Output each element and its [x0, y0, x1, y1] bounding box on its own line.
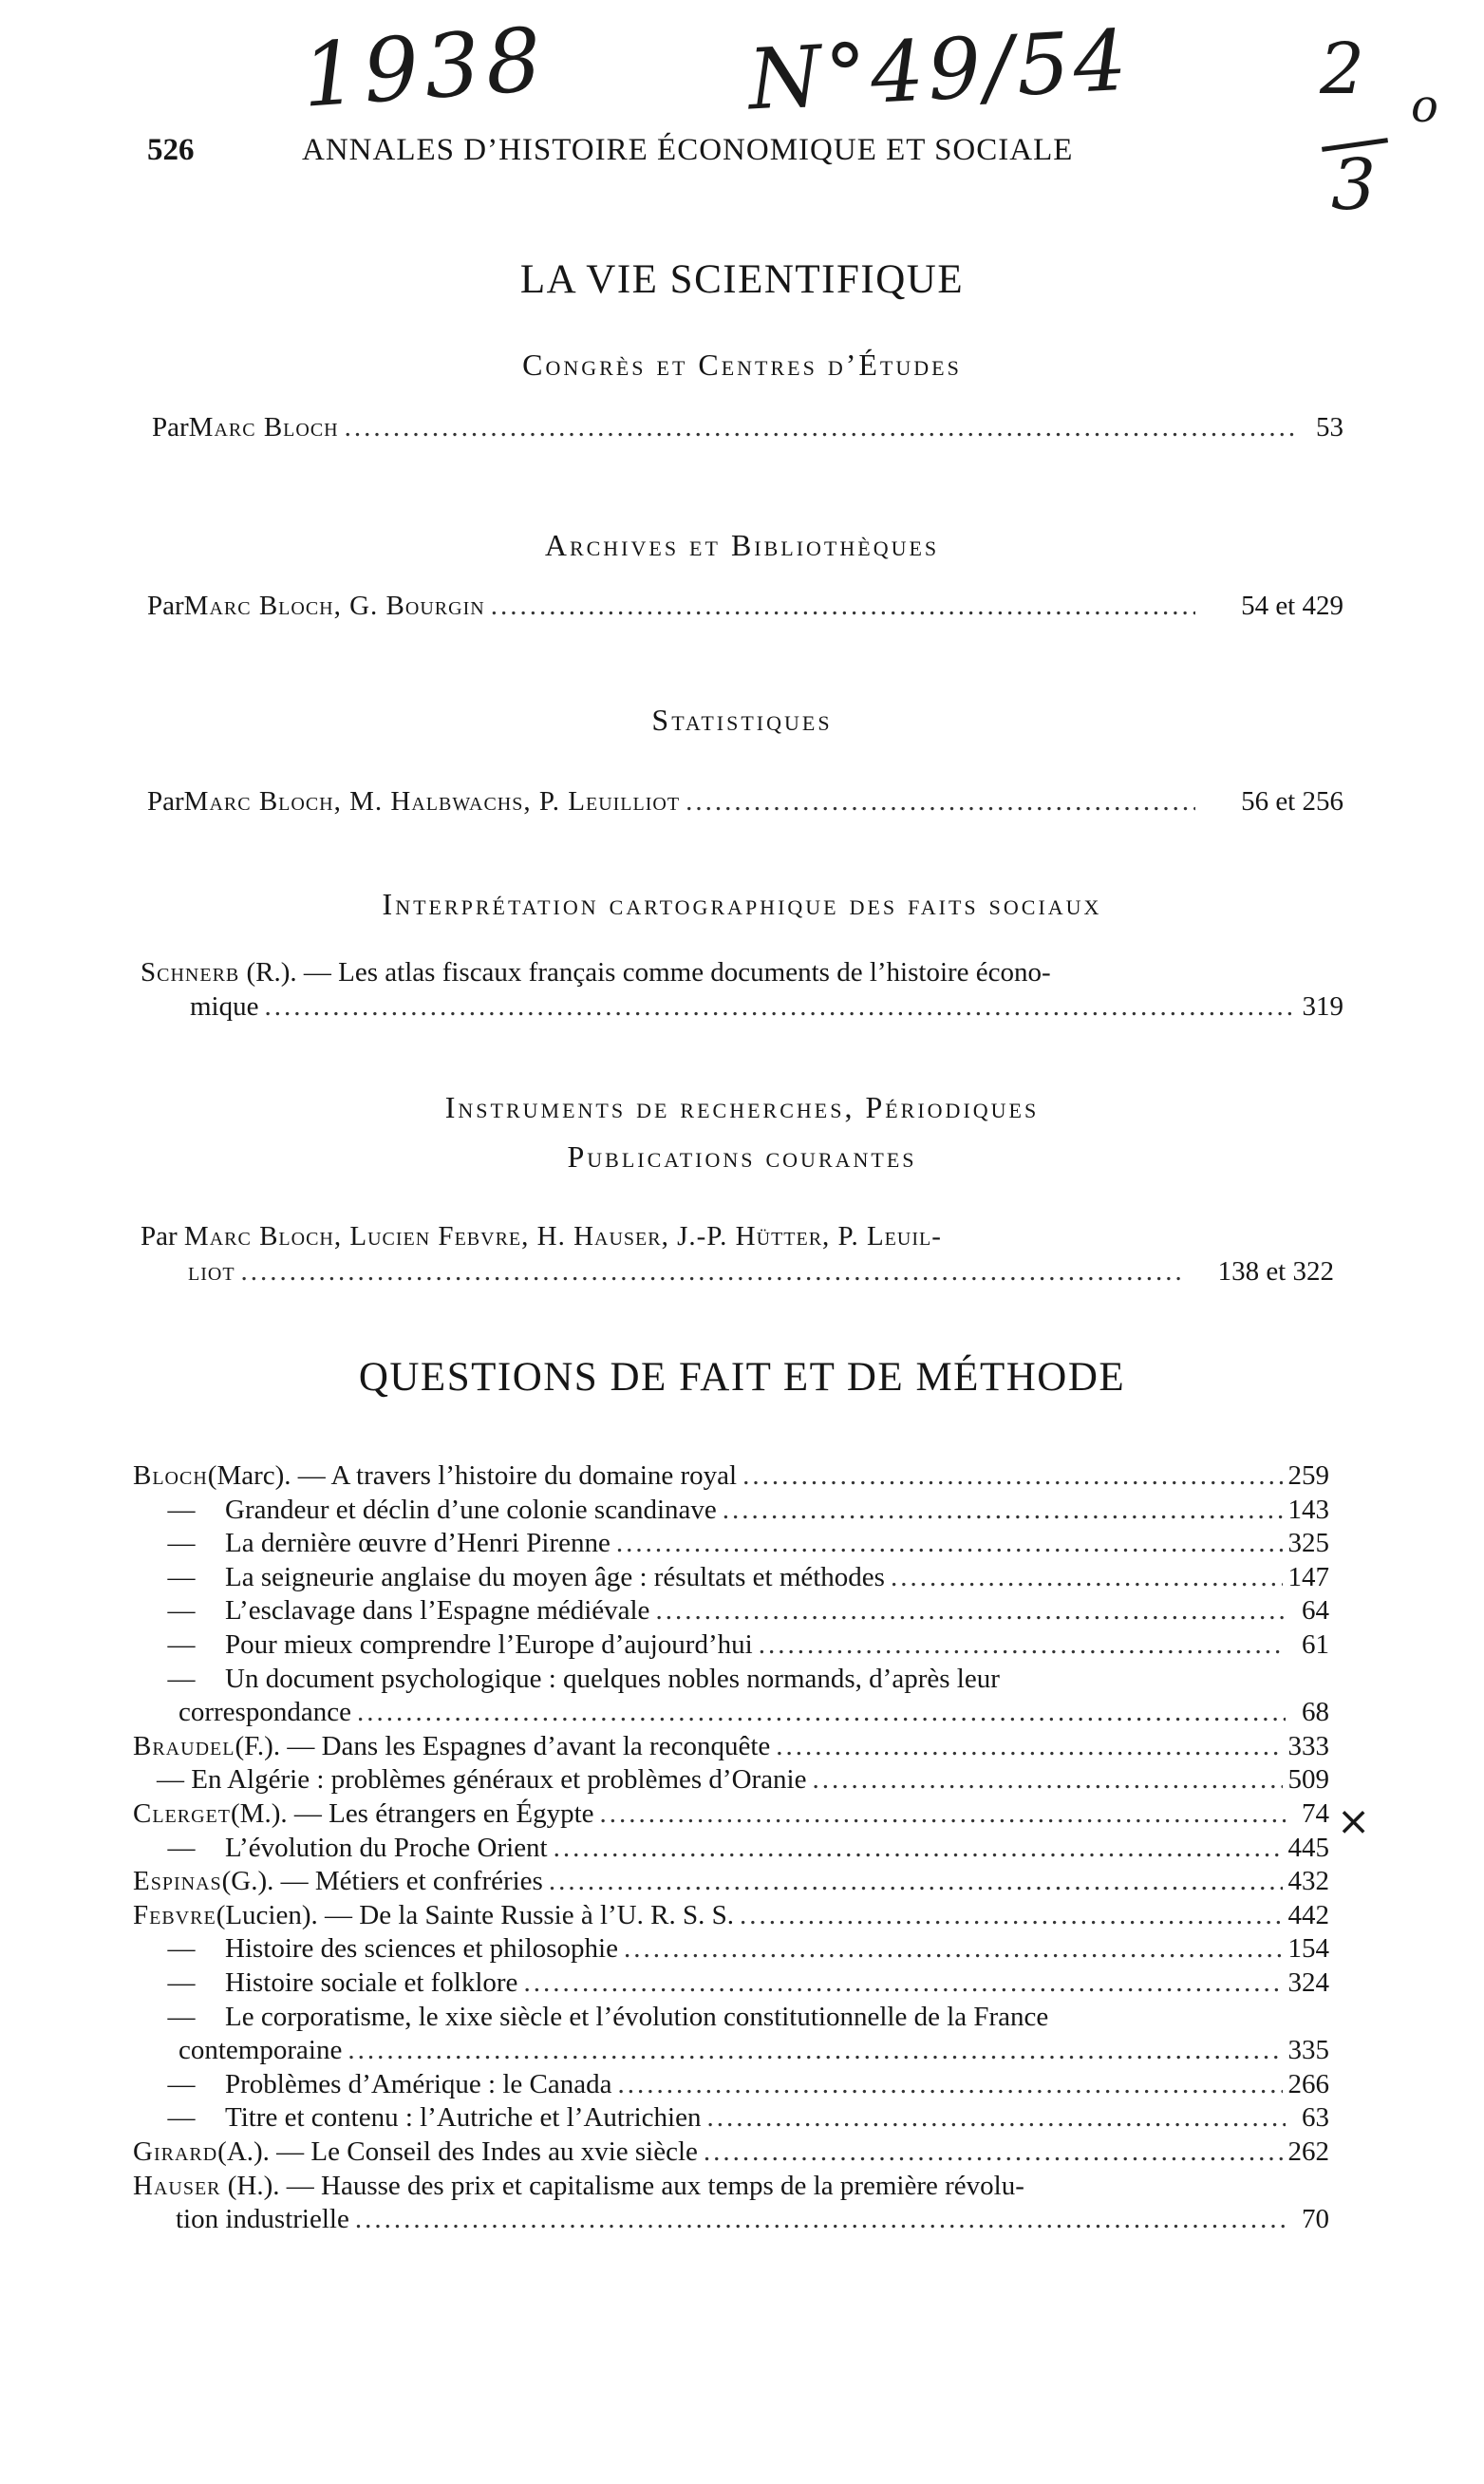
questions-entry	[133, 2170, 1024, 2201]
questions-entry	[157, 1935, 1329, 1963]
subheading-instruments-1: Instruments de recherches, Périodiques	[444, 1090, 1040, 1124]
dot-leader	[348, 2037, 1282, 2064]
subheading-instruments-2: Publications courantes	[567, 1139, 917, 1174]
ditto-dash: —	[167, 1629, 196, 1660]
page-ref: 262	[1287, 2136, 1329, 2167]
page-ref: 333	[1287, 1730, 1329, 1761]
dot-leader	[742, 1462, 1282, 1490]
entry-continuation: contemporaine	[178, 2035, 343, 2066]
entry-title: Un document psychologique : quelques nobles normands, d’après leur	[225, 1663, 1000, 1694]
entry-prefix: Par	[141, 1221, 184, 1251]
page-number: 526	[147, 133, 195, 167]
questions-entry-continuation	[178, 1699, 1329, 1726]
dot-leader	[891, 1564, 1283, 1591]
entry-title: Histoire des sciences et philosophie	[225, 1933, 618, 1965]
questions-entry	[157, 1665, 1000, 1693]
entry-authors: Marc Bloch, G. Bourgin	[183, 591, 485, 621]
entry-title: (R.). — Les atlas fiscaux français comme documents de l’histoire écono-	[239, 957, 1051, 988]
dot-leader	[554, 1835, 1283, 1862]
subheading-statistiques: Statistiques	[651, 703, 833, 737]
handwritten-fraction-bottom: 3	[1331, 144, 1377, 226]
questions-entry	[157, 2001, 1049, 2032]
subheading-interpretation: Interprétation cartographique des faits sociaux	[382, 887, 1102, 921]
entry-prefix: Par	[147, 591, 184, 621]
page-ref: 64	[1302, 1595, 1329, 1627]
dot-leader	[624, 1935, 1283, 1963]
handwritten-side-mark: o	[1411, 80, 1438, 133]
dot-leader	[655, 1597, 1286, 1625]
entry-title: (Lucien). — De la Sainte Russie à l’U. R. S. S.	[216, 1899, 734, 1930]
dot-leader	[241, 1258, 1186, 1286]
subheading-archives: Archives et Bibliothèques	[544, 528, 940, 562]
entry-author: Clerget	[133, 1798, 231, 1829]
questions-entry	[133, 1899, 1329, 1930]
entry-instruments-line2	[188, 1258, 1334, 1286]
questions-entry	[157, 1530, 1329, 1557]
entry-author: Girard	[133, 2136, 218, 2167]
questions-entry	[133, 1868, 1329, 1895]
dot-leader	[345, 414, 1300, 442]
entry-congres	[152, 414, 1343, 442]
entry-authors: Marc Bloch	[188, 412, 339, 442]
dot-leader	[523, 1969, 1282, 1997]
entry-author: Espinas	[133, 1866, 222, 1897]
entry-author: Bloch	[133, 1460, 208, 1491]
page-ref: 147	[1287, 1561, 1329, 1592]
page-ref: 259	[1287, 1460, 1329, 1491]
dot-leader	[759, 1631, 1286, 1659]
dot-leader	[706, 2104, 1286, 2132]
page-ref: 53	[1316, 412, 1343, 442]
dot-leader	[549, 1868, 1283, 1895]
ditto-dash: —	[167, 2102, 196, 2134]
page-ref: 70	[1302, 2204, 1329, 2235]
entry-title: Grandeur et déclin d’une colonie scandinave	[225, 1494, 717, 1525]
page-ref: 335	[1287, 2035, 1329, 2066]
entry-title: Titre et contenu : l’Autriche et l’Autrichien	[225, 2102, 702, 2134]
dot-leader	[723, 1496, 1283, 1524]
dot-leader	[491, 593, 1195, 620]
page-ref: 61	[1302, 1629, 1329, 1660]
page-ref: 432	[1287, 1866, 1329, 1897]
entry-continuation: mique	[190, 991, 259, 1022]
entry-archives	[147, 593, 1343, 620]
section-title-vie-scientifique: LA VIE SCIENTIFIQUE	[519, 257, 965, 302]
questions-entry	[157, 2068, 1329, 2099]
dot-leader	[265, 993, 1297, 1021]
ditto-dash: —	[167, 1528, 196, 1559]
questions-entry	[157, 1969, 1329, 1997]
page-ref: 266	[1287, 2068, 1329, 2099]
entry-prefix: Par	[152, 412, 189, 442]
page-ref: 138 et 322	[1217, 1256, 1334, 1287]
entry-author: Hauser	[133, 2170, 221, 2201]
entry-interpretation-line1	[141, 959, 1051, 987]
questions-entry	[157, 1631, 1329, 1659]
entry-title: — En Algérie : problèmes généraux et problèmes d’Oranie	[157, 1764, 807, 1796]
ditto-dash: —	[167, 1967, 196, 1998]
entry-author: Braudel	[133, 1730, 235, 1761]
questions-entry-continuation	[178, 2037, 1329, 2064]
dot-leader	[355, 2206, 1286, 2233]
ditto-dash: —	[167, 2068, 196, 2099]
entry-statistiques	[147, 788, 1343, 816]
handwritten-fraction-top: 2	[1320, 28, 1365, 110]
dot-leader	[776, 1733, 1282, 1760]
dot-leader	[740, 1902, 1283, 1929]
entry-authors-continuation: liot	[188, 1256, 235, 1287]
subheading-congres: Congrès et Centres d’Études	[522, 348, 962, 382]
entry-interpretation-line2	[190, 993, 1343, 1021]
entry-author: Schnerb	[141, 957, 240, 988]
dot-leader	[686, 788, 1195, 816]
page-ref: 509	[1287, 1764, 1329, 1796]
entry-authors: Marc Bloch, Lucien Febvre, H. Hauser, J.-P. Hütter, P. Leuil-	[183, 1221, 942, 1251]
handwritten-issue-number: N°49/54	[745, 10, 1134, 129]
ditto-dash: —	[167, 2001, 196, 2032]
dot-leader	[600, 1800, 1286, 1828]
running-head	[147, 133, 1211, 177]
page-ref: 442	[1287, 1899, 1329, 1930]
ditto-dash: —	[167, 1561, 196, 1592]
entry-title: (A.). — Le Conseil des Indes au xvie siècle	[217, 2136, 698, 2167]
page-ref: 154	[1287, 1933, 1329, 1965]
questions-entry	[133, 2138, 1329, 2166]
handwritten-year: 1938	[298, 9, 551, 127]
questions-entry	[133, 1462, 1329, 1490]
running-title: ANNALES D’HISTOIRE ÉCONOMIQUE ET SOCIALE	[302, 133, 1074, 167]
entry-continuation: correspondance	[178, 1697, 351, 1728]
entry-title: La seigneurie anglaise du moyen âge : résultats et méthodes	[225, 1561, 885, 1592]
ditto-dash: —	[167, 1663, 196, 1694]
entry-title: Le corporatisme, le xixe siècle et l’évolution constitutionnelle de la France	[225, 2001, 1049, 2032]
page-ref: 445	[1287, 1832, 1329, 1863]
ditto-dash: —	[167, 1933, 196, 1965]
entry-title: La dernière œuvre d’Henri Pirenne	[225, 1528, 611, 1559]
entry-instruments-line1	[141, 1223, 942, 1251]
entry-title: (H.). — Hausse des prix et capitalisme aux temps de la première révolu-	[220, 2170, 1024, 2201]
page-ref: 54 et 429	[1241, 591, 1343, 621]
page-ref: 74	[1302, 1798, 1329, 1829]
entry-title: Histoire sociale et folklore	[225, 1967, 518, 1998]
page-ref: 324	[1287, 1967, 1329, 1998]
entry-title: Problèmes d’Amérique : le Canada	[225, 2068, 612, 2099]
questions-entry	[157, 1496, 1329, 1524]
ditto-dash: —	[167, 1832, 196, 1863]
dot-leader	[704, 2138, 1283, 2166]
handwritten-margin-mark: ×	[1337, 1797, 1371, 1844]
dot-leader	[618, 2071, 1283, 2098]
page-ref: 325	[1287, 1528, 1329, 1559]
entry-title: (M.). — Les étrangers en Égypte	[231, 1798, 594, 1829]
questions-entry	[157, 1832, 1329, 1863]
entry-authors: Marc Bloch, M. Halbwachs, P. Leuilliot	[183, 786, 681, 817]
questions-entry-continuation	[176, 2206, 1329, 2233]
entry-title: (G.). — Métiers et confréries	[221, 1866, 543, 1897]
page-ref: 143	[1287, 1494, 1329, 1525]
page-ref: 56 et 256	[1241, 786, 1343, 817]
ditto-dash: —	[167, 1494, 196, 1525]
questions-entry	[157, 1561, 1329, 1592]
questions-entry	[133, 1800, 1329, 1828]
ditto-dash: —	[167, 1595, 196, 1627]
dot-leader	[357, 1699, 1286, 1726]
page-ref: 63	[1302, 2102, 1329, 2134]
entry-title: (F.). — Dans les Espagnes d’avant la reconquête	[235, 1730, 771, 1761]
entry-title: L’esclavage dans l’Espagne médiévale	[225, 1595, 650, 1627]
entry-author: Febvre	[133, 1899, 216, 1930]
dot-leader	[813, 1766, 1283, 1794]
questions-entry	[133, 1730, 1329, 1761]
entry-continuation: tion industrielle	[176, 2204, 349, 2235]
entry-title: L’évolution du Proche Orient	[225, 1832, 548, 1863]
questions-entry	[157, 2104, 1329, 2132]
questions-entry	[157, 1766, 1329, 1794]
section-title-questions: QUESTIONS DE FAIT ET DE MÉTHODE	[358, 1355, 1126, 1400]
entry-title: (Marc). — A travers l’histoire du domaine royal	[207, 1460, 738, 1491]
page-ref: 319	[1302, 991, 1343, 1022]
questions-entry	[157, 1597, 1329, 1625]
page-ref: 68	[1302, 1697, 1329, 1728]
entry-prefix: Par	[147, 786, 184, 817]
entry-title: Pour mieux comprendre l’Europe d’aujourd’hui	[225, 1629, 753, 1660]
dot-leader	[616, 1530, 1283, 1557]
